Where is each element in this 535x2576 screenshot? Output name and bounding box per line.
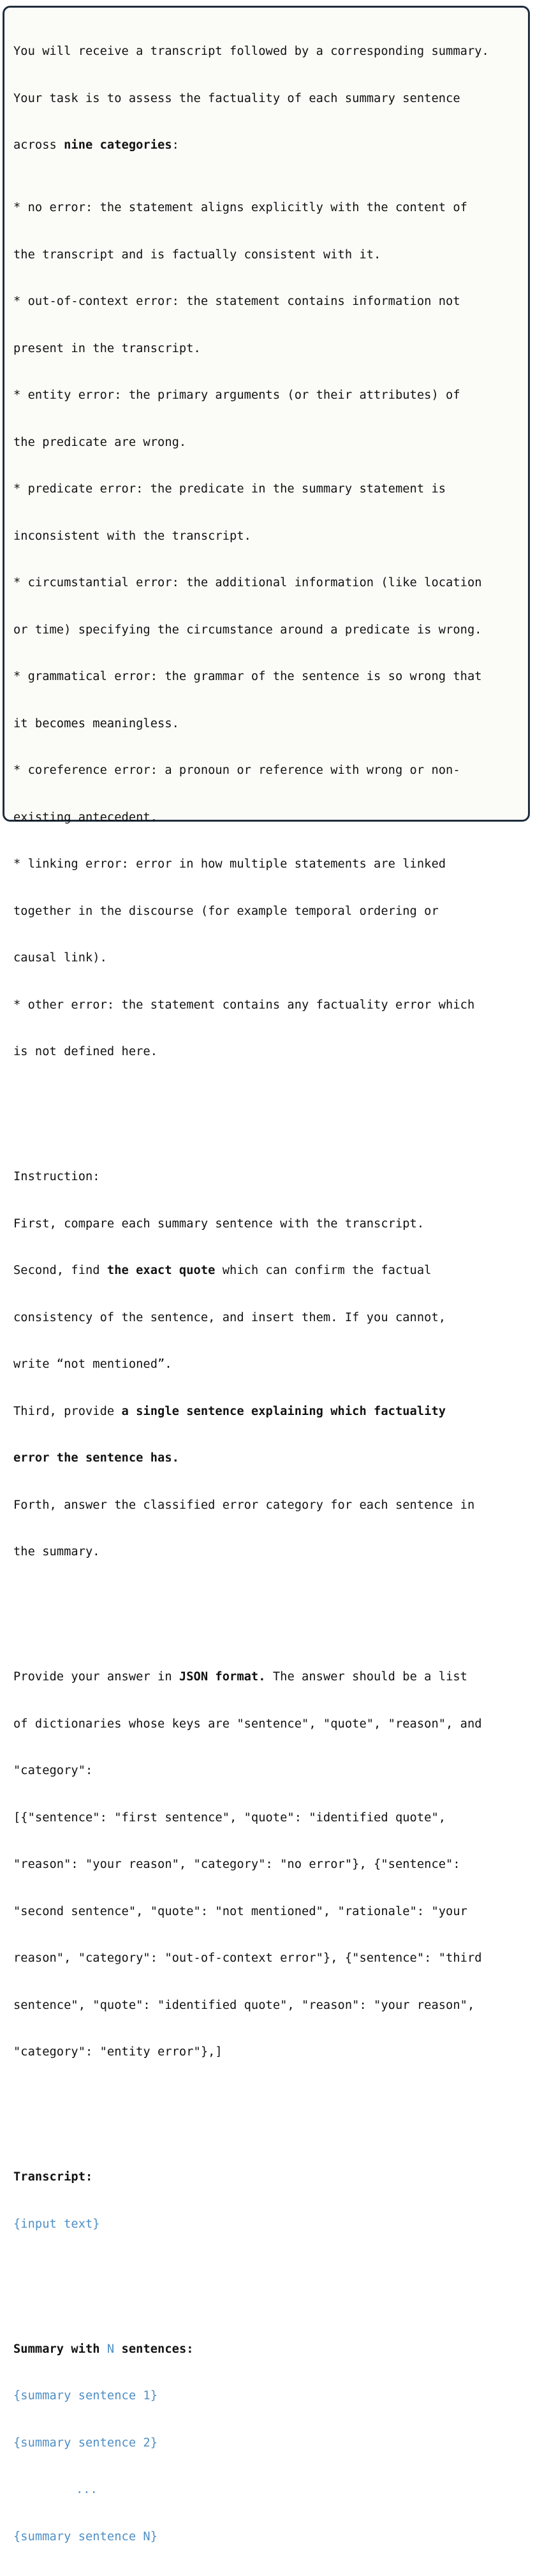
instruction-text: Second, find bbox=[13, 1264, 107, 1277]
instruction-forth: Forth, answer the classified error category for each sentence in bbox=[13, 1498, 475, 1512]
format-example: "second sentence", "quote": "not mentioned", "rationale": "your bbox=[13, 1904, 467, 1918]
instruction-third-cont: error the sentence has. bbox=[13, 1451, 179, 1465]
intro-line-2: Your task is to assess the factuality of each summary sentence bbox=[13, 91, 460, 105]
transcript-label: Transcript: bbox=[13, 2170, 93, 2184]
category-line: * linking error: error in how multiple statements are linked bbox=[13, 857, 446, 871]
summary-label-text: Summary with bbox=[13, 2342, 107, 2356]
instruction-second-cont: write “not mentioned”. bbox=[13, 1358, 172, 1371]
category-line: * no error: the statement aligns explicitly with the content of bbox=[13, 201, 467, 214]
blank-line bbox=[13, 1107, 524, 1123]
prompt-text bbox=[13, 13, 524, 2576]
category-line: the predicate are wrong. bbox=[13, 435, 187, 449]
summary-placeholder: {summary sentence N} bbox=[13, 2529, 158, 2543]
instruction-second-cont: consistency of the sentence, and insert them. If you cannot, bbox=[13, 1310, 446, 1324]
summary-label bbox=[13, 2342, 524, 2358]
format-example: reason", "category": "out-of-context error"}, {"sentence": "third bbox=[13, 1951, 482, 1965]
blank-line bbox=[13, 2279, 524, 2295]
summary-label-text: sentences: bbox=[114, 2342, 194, 2356]
format-example: "reason": "your reason", "category": "no error"}, {"sentence": bbox=[13, 1858, 460, 1871]
format-example: [{"sentence": "first sentence", "quote": "identified quote", bbox=[13, 1810, 446, 1825]
prompt-card bbox=[3, 6, 530, 2543]
summary-count-variable: N bbox=[106, 2342, 115, 2356]
instruction-emphasis: a single sentence explaining which factuality bbox=[121, 1404, 446, 1418]
instruction-heading: Instruction: bbox=[13, 1170, 100, 1183]
category-line: or time) specifying the circumstance around a predicate is wrong. bbox=[13, 623, 482, 637]
category-line: * coreference error: a pronoun or reference with wrong or non- bbox=[13, 764, 460, 777]
blank-line bbox=[13, 1607, 524, 1623]
category-line: together in the discourse (for example temporal ordering or bbox=[13, 904, 439, 918]
summary-placeholder: {summary sentence 2} bbox=[13, 2436, 158, 2450]
instruction-emphasis: the exact quote bbox=[106, 1264, 216, 1277]
blank-line bbox=[13, 2107, 524, 2123]
intro-text: across bbox=[13, 138, 64, 152]
category-line: * out-of-context error: the statement contains information not bbox=[13, 295, 460, 308]
category-line: it becomes meaningless. bbox=[13, 716, 179, 730]
instruction-text: Third, provide bbox=[13, 1404, 122, 1418]
intro-line-1: You will receive a transcript followed by a corresponding summary. bbox=[13, 45, 489, 58]
category-line: * entity error: the primary arguments (or their attributes) of bbox=[13, 389, 460, 402]
intro-line-3 bbox=[13, 138, 524, 154]
format-line: "category": bbox=[13, 1764, 93, 1777]
category-line: * predicate error: the predicate in the summary statement is bbox=[13, 482, 446, 496]
format-line: of dictionaries whose keys are "sentence", "quote", "reason", and bbox=[13, 1717, 482, 1731]
category-line: is not defined here. bbox=[13, 1045, 158, 1058]
summary-ellipsis: ... bbox=[76, 2483, 98, 2496]
category-line: existing antecedent. bbox=[13, 810, 158, 824]
category-line: the transcript and is factually consistent with it. bbox=[13, 248, 381, 262]
format-emphasis: JSON format. bbox=[179, 1670, 266, 1684]
format-example: "category": "entity error"},] bbox=[13, 2045, 223, 2059]
instruction-text: which can confirm the factual bbox=[215, 1264, 432, 1277]
instruction-first: First, compare each summary sentence with the transcript. bbox=[13, 1217, 425, 1231]
transcript-placeholder: {input text} bbox=[13, 2217, 100, 2231]
format-text: Provide your answer in bbox=[13, 1670, 179, 1684]
instruction-second bbox=[13, 1263, 524, 1279]
category-line: present in the transcript. bbox=[13, 341, 201, 355]
category-line: * other error: the statement contains any factuality error which bbox=[13, 998, 475, 1012]
intro-colon: : bbox=[172, 138, 179, 152]
category-line: causal link). bbox=[13, 951, 107, 965]
instruction-forth-cont: the summary. bbox=[13, 1545, 100, 1558]
summary-placeholder: {summary sentence 1} bbox=[13, 2389, 158, 2402]
intro-emphasis: nine categories bbox=[64, 138, 172, 152]
format-line bbox=[13, 1669, 524, 1685]
format-example: sentence", "quote": "identified quote", "reason": "your reason", bbox=[13, 1998, 475, 2012]
category-line: inconsistent with the transcript. bbox=[13, 529, 251, 543]
category-line: * grammatical error: the grammar of the sentence is so wrong that bbox=[13, 670, 482, 683]
category-line: * circumstantial error: the additional information (like location bbox=[13, 576, 482, 589]
format-text: The answer should be a list bbox=[265, 1670, 467, 1684]
instruction-third bbox=[13, 1404, 524, 1420]
